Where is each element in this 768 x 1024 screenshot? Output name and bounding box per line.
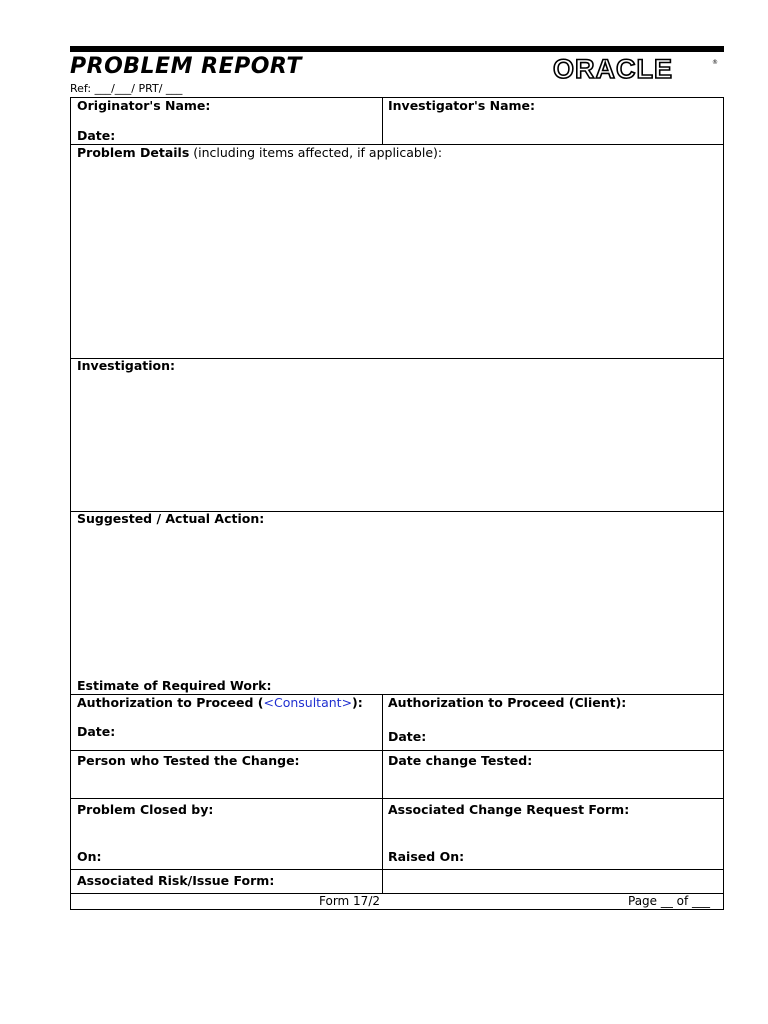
auth-client-date-field[interactable]: Date: xyxy=(388,729,427,744)
suggested-action-field[interactable]: Suggested / Actual Action: xyxy=(77,511,265,526)
assoc-risk-issue-field[interactable]: Associated Risk/Issue Form: xyxy=(77,873,275,888)
auth-consultant-prefix: Authorization to Proceed ( xyxy=(77,695,264,710)
column-divider xyxy=(382,98,383,144)
problem-report-form xyxy=(70,97,724,910)
column-divider xyxy=(382,694,383,893)
auth-consultant-suffix: ): xyxy=(352,695,363,710)
raised-on-field[interactable]: Raised On: xyxy=(388,849,465,864)
originator-name-field[interactable]: Originator's Name: xyxy=(77,98,211,113)
auth-consultant-field[interactable] xyxy=(77,695,363,710)
oracle-logo xyxy=(553,55,719,83)
problem-details-note: (including items affected, if applicable): xyxy=(189,145,443,160)
row-divider xyxy=(71,893,723,894)
row-divider xyxy=(71,869,723,870)
form-number: Form 17/2 xyxy=(319,894,380,908)
reference-number: Ref: ___/___/ PRT/ ___ xyxy=(70,82,183,95)
closed-on-field[interactable]: On: xyxy=(77,849,102,864)
problem-details-field[interactable] xyxy=(77,145,442,160)
date-tested-field[interactable]: Date change Tested: xyxy=(388,753,533,768)
page-number: Page __ of ___ xyxy=(628,894,711,908)
row-divider xyxy=(71,750,723,751)
oracle-logo-text: ORACLE xyxy=(553,55,673,83)
problem-closed-by-field[interactable]: Problem Closed by: xyxy=(77,802,214,817)
svg-text:®: ® xyxy=(712,59,718,66)
consultant-placeholder: <Consultant> xyxy=(263,695,353,710)
assoc-change-request-field[interactable]: Associated Change Request Form: xyxy=(388,802,630,817)
auth-consultant-date-field[interactable]: Date: xyxy=(77,724,116,739)
row-divider xyxy=(71,798,723,799)
estimate-work-field[interactable]: Estimate of Required Work: xyxy=(77,678,272,693)
top-rule xyxy=(70,46,724,52)
investigation-field[interactable]: Investigation: xyxy=(77,358,176,373)
page-title: PROBLEM REPORT xyxy=(70,54,302,79)
problem-details-label: Problem Details xyxy=(77,145,190,160)
auth-client-field[interactable]: Authorization to Proceed (Client): xyxy=(388,695,627,710)
investigator-name-field[interactable]: Investigator's Name: xyxy=(388,98,536,113)
originator-date-field[interactable]: Date: xyxy=(77,128,116,143)
person-tested-field[interactable]: Person who Tested the Change: xyxy=(77,753,300,768)
